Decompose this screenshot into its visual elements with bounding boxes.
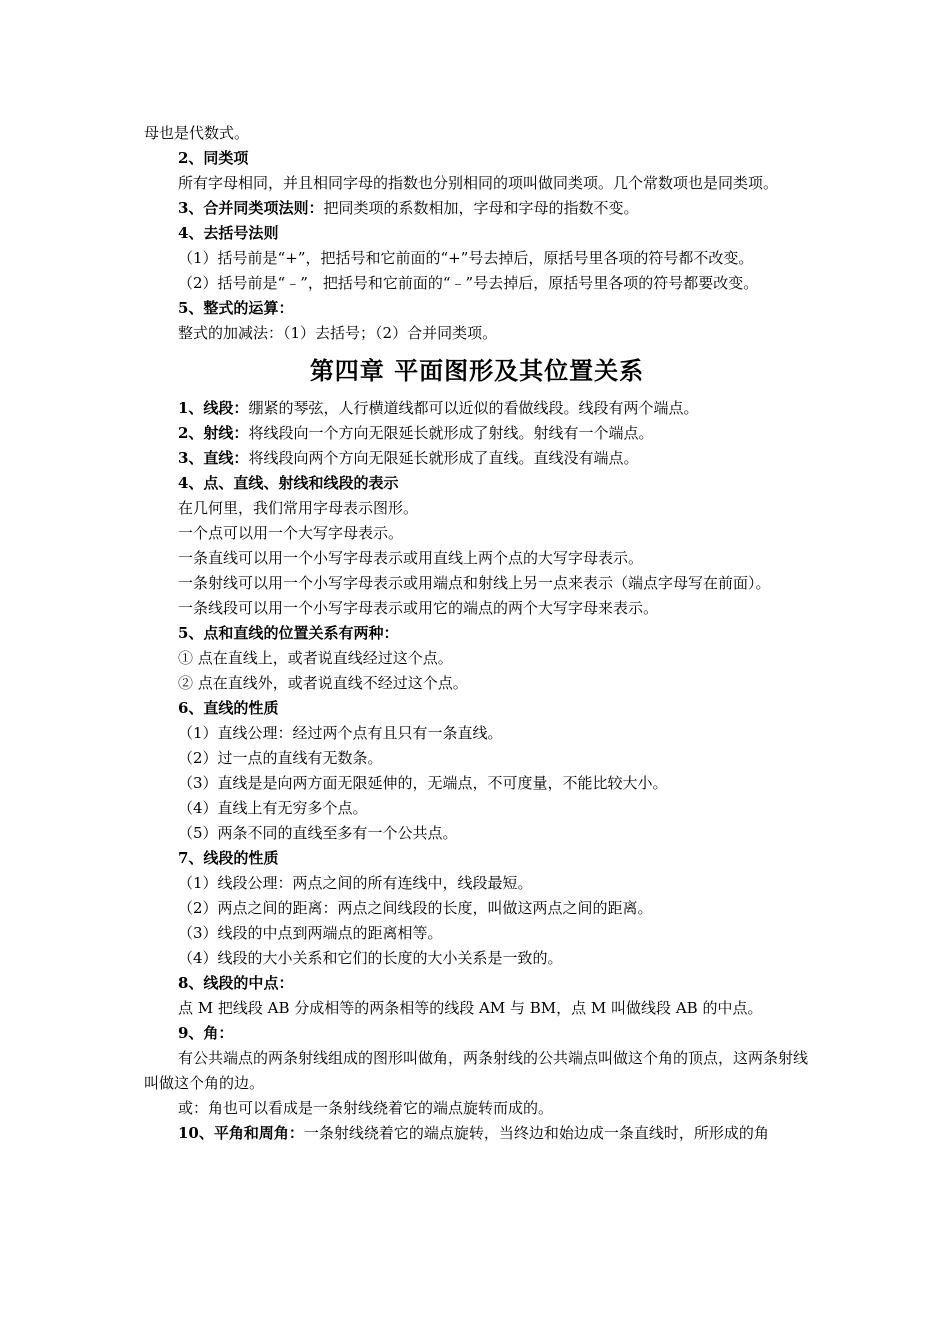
- list-item-line-axiom: （1）直线公理：经过两个点有且只有一条直线。: [178, 724, 503, 742]
- paragraph-notation-intro: 在几何里，我们常用字母表示图形。: [178, 499, 419, 517]
- heading-line-properties: 6、直线的性质: [178, 699, 279, 717]
- list-item-point-off-line: ② 点在直线外，或者说直线不经过这个点。: [178, 674, 468, 692]
- paragraph-notation-line: 一条直线可以用一个小写字母表示或用直线上两个点的大写字母表示。: [178, 549, 644, 567]
- heading-segment: 1、线段：: [178, 399, 249, 417]
- heading-line: 3、直线：: [178, 449, 249, 467]
- paragraph-polynomial-ops: 整式的加减法：（1）去括号；（2）合并同类项。: [178, 324, 498, 342]
- heading-polynomial-ops: 5、整式的运算：: [178, 299, 294, 317]
- item-segment: [144, 396, 810, 421]
- text-straight-full-angle: 一条射线绕着它的端点旋转，当终边和始边成一条直线时，所形成的角: [303, 1124, 769, 1142]
- paragraph-combine-rule: [144, 196, 810, 221]
- paragraph-notation-ray: 一条射线可以用一个小写字母表示或用端点和射线上另一点来表示（端点字母写在前面）。: [178, 574, 771, 592]
- list-item-point-on-line: ① 点在直线上，或者说直线经过这个点。: [178, 649, 453, 667]
- heading-segment-properties: 7、线段的性质: [178, 849, 279, 867]
- heading-notation: 4、点、直线、射线和线段的表示: [178, 474, 399, 492]
- paragraph-continuation: 母也是代数式。: [144, 124, 250, 142]
- item-straight-full-angle: [144, 1121, 810, 1146]
- text-ray: 将线段向一个方向无限延长就形成了射线。射线有一个端点。: [248, 424, 654, 442]
- heading-like-terms: 2、同类项: [178, 149, 249, 167]
- chapter-title: 第四章 平面图形及其位置关系: [309, 356, 645, 385]
- heading-midpoint: 8、线段的中点：: [178, 974, 294, 992]
- paragraph-bracket-plus: （1）括号前是“+”，把括号和它前面的“+”号去掉后，原括号里各项的符号都不改变。: [178, 249, 754, 267]
- text-line: 将线段向两个方向无限延长就形成了直线。直线没有端点。: [248, 449, 639, 467]
- list-item-line-infinite: （3）直线是是向两方面无限延伸的，无端点，不可度量，不能比较大小。: [178, 774, 668, 792]
- list-item-distance: （2）两点之间的距离：两点之间线段的长度，叫做这两点之间的距离。: [178, 899, 653, 917]
- list-item-line-points: （4）直线上有无穷多个点。: [178, 799, 368, 817]
- heading-angle: 9、角：: [178, 1024, 234, 1042]
- paragraph-notation-point: 一个点可以用一个大写字母表示。: [178, 524, 404, 542]
- paragraph-angle-rotation: 或：角也可以看成是一条射线绕着它的端点旋转而成的。: [178, 1099, 554, 1117]
- list-item-midpoint-distance: （3）线段的中点到两端点的距离相等。: [178, 924, 443, 942]
- text-combine-rule: 把同类项的系数相加，字母和字母的指数不变。: [323, 199, 639, 217]
- heading-straight-full-angle: 10、平角和周角：: [178, 1124, 304, 1142]
- item-ray: [144, 421, 810, 446]
- page-content: [144, 121, 810, 1146]
- list-item-segment-axiom: （1）线段公理：两点之间的所有连线中，线段最短。: [178, 874, 533, 892]
- paragraph-like-terms: 所有字母相同，并且相同字母的指数也分别相同的项叫做同类项。几个常数项也是同类项。: [178, 174, 779, 192]
- heading-combine-rule: 3、合并同类项法则：: [178, 199, 324, 217]
- item-line: [144, 446, 810, 471]
- paragraph-angle-definition: 有公共端点的两条射线组成的图形叫做角，两条射线的公共端点叫做这个角的顶点，这两条射线叫做这个角的边。: [144, 1049, 809, 1092]
- list-item-segment-size: （4）线段的大小关系和它们的长度的大小关系是一致的。: [178, 949, 563, 967]
- heading-bracket-rule: 4、去括号法则: [178, 224, 279, 242]
- heading-ray: 2、射线：: [178, 424, 249, 442]
- heading-point-line-relation: 5、点和直线的位置关系有两种：: [178, 624, 399, 642]
- paragraph-bracket-minus: （2）括号前是“﹣”，把括号和它前面的“﹣”号去掉后，原括号里各项的符号都要改变。: [178, 274, 759, 292]
- text-segment: 绷紧的琴弦，人行横道线都可以近似的看做线段。线段有两个端点。: [248, 399, 699, 417]
- paragraph-midpoint: 点 M 把线段 AB 分成相等的两条相等的线段 AM 与 BM，点 M 叫做线段 AB 的中点。: [178, 999, 763, 1017]
- list-item-lines-through-point: （2）过一点的直线有无数条。: [178, 749, 383, 767]
- list-item-line-intersection: （5）两条不同的直线至多有一个公共点。: [178, 824, 458, 842]
- paragraph-notation-segment: 一条线段可以用一个小写字母表示或用它的端点的两个大写字母来表示。: [178, 599, 659, 617]
